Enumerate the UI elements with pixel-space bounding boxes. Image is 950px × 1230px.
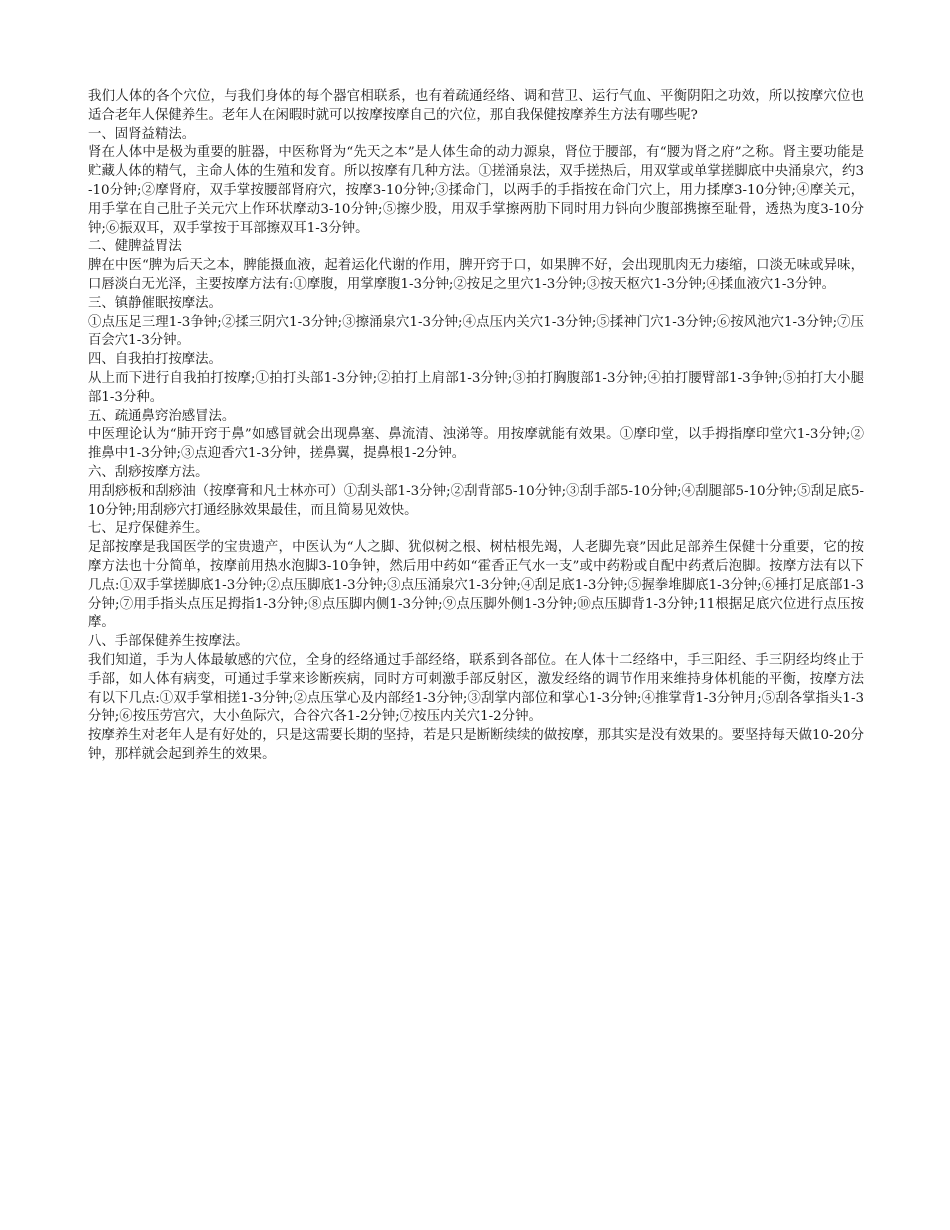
section-4-body: 从上而下进行自我拍打按摩;①拍打头部1-3分钟;②拍打上肩部1-3分钟;③拍打胸腹部1-3分钟;④拍打腰臂部1-3争钟;⑤拍打大小腿部1-3分种。 bbox=[88, 370, 864, 405]
intro-paragraph: 我们人体的各个穴位，与我们身体的每个器官相联系，也有着疏通经络、调和营卫、运行气血、平衡阴阳之功效，所以按摩穴位也适合老年人保健养生。老年人在闲暇时就可以按摩按摩自己的穴位，那自我保健按摩养生方法有哪些呢? bbox=[88, 89, 864, 123]
section-1-heading: 一、固肾益精法。 bbox=[88, 126, 196, 142]
section-3-body: ①点压足三理1-3争钟;②揉三阴穴1-3分钟;③擦涌泉穴1-3分钟;④点压内关穴1-3分钟;⑤揉神门穴1-3分钟;⑥按风池穴1-3分钟;⑦压百会穴1-3分钟。 bbox=[88, 314, 864, 349]
section-5-body: 中医理论认为“肺开窍于鼻”如感冒就会出现鼻塞、鼻流清、浊涕等。用按摩就能有效果。①摩印堂，以手拇指摩印堂穴1-3分钟;②推鼻中1-3分钟;③点迎香穴1-3分钟，搓鼻翼，提鼻根1-2分钟。 bbox=[88, 427, 864, 462]
section-6-heading: 六、刮痧按摩方法。 bbox=[88, 464, 209, 480]
section-7-heading: 七、足疗保健养生。 bbox=[88, 521, 209, 537]
document-body bbox=[88, 88, 864, 765]
section-2-heading: 二、健脾益胃法 bbox=[88, 239, 182, 255]
section-8-body: 我们知道，手为人体最敏感的穴位，全身的经络通过手部经络，联系到各部位。在人体十二经络中，手三阳经、手三阴经均终止于手部，如人体有病变，可通过手掌来诊断疾病，同时方可刺激手部反射区，激发经络的调节作用来维持身体机能的平衡，按摩方法有以下几点:①双手掌相搓1-3分钟;②点压掌心及内部经1-3分钟;③刮掌内部位和掌心1-3分钟;④推掌背1-3分钟月;⑤刮各掌指头1-3分钟;⑥按压劳宫穴，大小鱼际穴，合谷穴各1-2分钟;⑦按压内关穴1-2分钟。 bbox=[88, 652, 864, 725]
conclusion-paragraph: 按摩养生对老年人是有好处的，只是这需要长期的坚持，若是只是断断续续的做按摩，那其实是没有效果的。要坚持每天做10-20分钟，那样就会起到养生的效果。 bbox=[88, 728, 864, 762]
section-8-heading: 八、手部保健养生按摩法。 bbox=[88, 634, 249, 650]
section-7-body: 足部按摩是我国医学的宝贵遗产，中医认为“人之脚、犹似树之根、树枯根先竭，人老脚先衰”因此足部养生保健十分重要，它的按摩方法也十分简单，按摩前用热水泡脚3-10争钟，然后用中药如“霍香正气水一支”或中药粉或自配中药煮后泡脚。按摩方法有以下几点:①双手掌搓脚底1-3分钟;②点压脚底1-3分钟;③点压涌泉穴1-3分钟;④刮足底1-3分钟;⑤握拳堆脚底1-3分钟;⑥捶打足底部1-3分钟;⑦用手指头点压足拇指1-3分钟;⑧点压脚内侧1-3分钟;⑨点压脚外侧1-3分钟;⑩点压脚背1-3分钟;11根据足底穴位进行点压按摩。 bbox=[88, 540, 864, 631]
section-5-heading: 五、疏通鼻窍治感冒法。 bbox=[88, 408, 236, 424]
section-6-body: 用刮痧板和刮痧油（按摩膏和凡士林亦可）①刮头部1-3分钟;②刮背部5-10分钟;③刮手部5-10分钟;④刮腿部5-10分钟;⑤刮足底5-10分钟;用刮痧穴打通经脉效果最佳，而且简易见效快。 bbox=[88, 483, 864, 518]
section-1-body: 肾在人体中是极为重要的脏器，中医称肾为“先天之本”是人体生命的动力源泉，肾位于腰部，有“腰为肾之府”之称。肾主要功能是贮藏人体的精气，主命人体的生殖和发育。所以按摩有几种方法。①搓涌泉法，双手搓热后，用双掌或单掌搓脚底中央涌泉穴，约3-10分钟;②摩肾府，双手掌按腰部肾府穴，按摩3-10分钟;③揉命门，以两手的手指按在命门穴上，用力揉摩3-10分钟;④摩关元，用手掌在自己肚子关元穴上作环状摩动3-10分钟;⑤擦少股，用双手掌擦两肋下同时用力钭向少腹部携擦至耻骨，透热为度3-10分钟;⑥振双耳，双手掌按于耳部擦双耳1-3分钟。 bbox=[88, 145, 864, 236]
section-3-heading: 三、镇静催眠按摩法。 bbox=[88, 295, 222, 311]
section-2-body: 脾在中医“脾为后天之本，脾能摄血液，起着运化代谢的作用，脾开窍于口，如果脾不好，会出现肌肉无力痿缩，口淡无味或异味，口唇淡白无光泽，主要按摩方法有:①摩腹，用掌摩腹1-3分钟;②按足之里穴1-3分钟;③按天枢穴1-3分钟;④揉血液穴1-3分钟。 bbox=[88, 258, 864, 292]
section-4-heading: 四、自我拍打按摩法。 bbox=[88, 352, 222, 368]
